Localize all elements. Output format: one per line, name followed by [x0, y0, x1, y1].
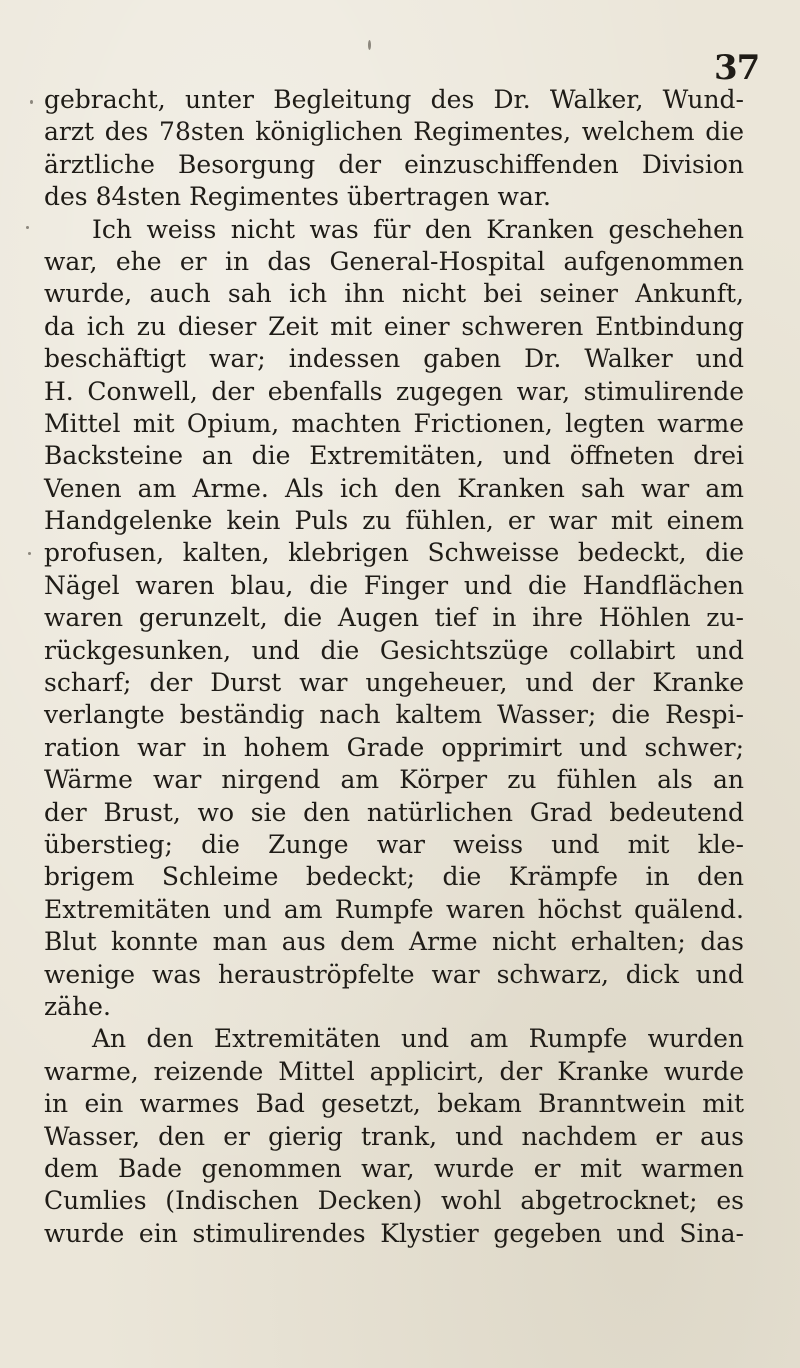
text-line: waren gerunzelt, die Augen tief in ihre Höhlen zu- [44, 603, 744, 633]
text-line: brigem Schleime bedeckt; die Krämpfe in den [44, 862, 744, 892]
text-line: zähe. [44, 991, 111, 1021]
text-line: Venen am Arme. Als ich den Kranken sah war am [44, 473, 744, 503]
text-line: Blut konnte man aus dem Arme nicht erhalten; das [44, 927, 744, 957]
scan-speck [368, 40, 371, 50]
text-line: wurde ein stimulirendes Klystier gegeben und Sina- [44, 1218, 744, 1248]
text-line: in ein warmes Bad gesetzt, bekam Branntwein mit [44, 1089, 744, 1119]
text-line: überstieg; die Zunge war weiss und mit kle- [44, 829, 744, 859]
text-line: Extremitäten und am Rumpfe waren höchst quälend. [44, 894, 744, 924]
text-line: H. Conwell, der ebenfalls zugegen war, stimulirende [44, 376, 744, 406]
text-line: Wasser, den er gierig trank, und nachdem er aus [44, 1121, 744, 1151]
text-line: Mittel mit Opium, machten Frictionen, legten warme [44, 408, 744, 438]
text-line: des 84sten Regimentes übertragen war. [44, 182, 551, 212]
text-line: verlangte beständig nach kaltem Wasser; die Respi- [44, 700, 744, 730]
text-line: ärztliche Besorgung der einzuschiffenden Division [44, 149, 744, 179]
scan-speck [26, 226, 29, 229]
text-line: profusen, kalten, klebrigen Schweisse bedeckt, die [44, 538, 744, 568]
text-line: An den Extremitäten und am Rumpfe wurden [92, 1024, 744, 1054]
text-line: dem Bade genommen war, wurde er mit warmen [44, 1153, 744, 1183]
text-line: da ich zu dieser Zeit mit einer schweren Entbindung [44, 311, 744, 341]
text-line: Cumlies (Indischen Decken) wohl abgetrocknet; es [44, 1186, 744, 1216]
text-line: scharf; der Durst war ungeheuer, und der Kranke [44, 668, 744, 698]
text-line: Nägel waren blau, die Finger und die Handflächen [44, 570, 744, 600]
scan-speck [28, 552, 31, 555]
text-line: wenige was herauströpfelte war schwarz, dick und [44, 959, 744, 989]
text-line: beschäftigt war; indessen gaben Dr. Walker und [44, 344, 744, 374]
text-line: war, ehe er in das General-Hospital aufgenommen [44, 246, 744, 276]
text-line: Backsteine an die Extremitäten, und öffneten drei [44, 441, 744, 471]
text-line: rückgesunken, und die Gesichtszüge collabirt und [44, 635, 744, 665]
text-line: ration war in hohem Grade opprimirt und schwer; [44, 732, 744, 762]
text-line: gebracht, unter Begleitung des Dr. Walker, Wund- [44, 85, 744, 114]
text-line: arzt des 78sten königlichen Regimentes, welchem die [44, 117, 744, 147]
page-number: 37 [714, 48, 760, 88]
text-line: Wärme war nirgend am Körper zu fühlen als an [44, 765, 744, 795]
text-line: der Brust, wo sie den natürlichen Grad bedeutend [44, 797, 744, 827]
text-line: Handgelenke kein Puls zu fühlen, er war mit einem [44, 506, 744, 536]
text-line: wurde, auch sah ich ihn nicht bei seiner Ankunft, [44, 279, 744, 309]
text-line: Ich weiss nicht was für den Kranken geschehen [92, 214, 744, 244]
scan-speck [30, 100, 33, 104]
body-text [44, 84, 744, 1250]
text-line: warme, reizende Mittel applicirt, der Kranke wurde [44, 1056, 744, 1086]
